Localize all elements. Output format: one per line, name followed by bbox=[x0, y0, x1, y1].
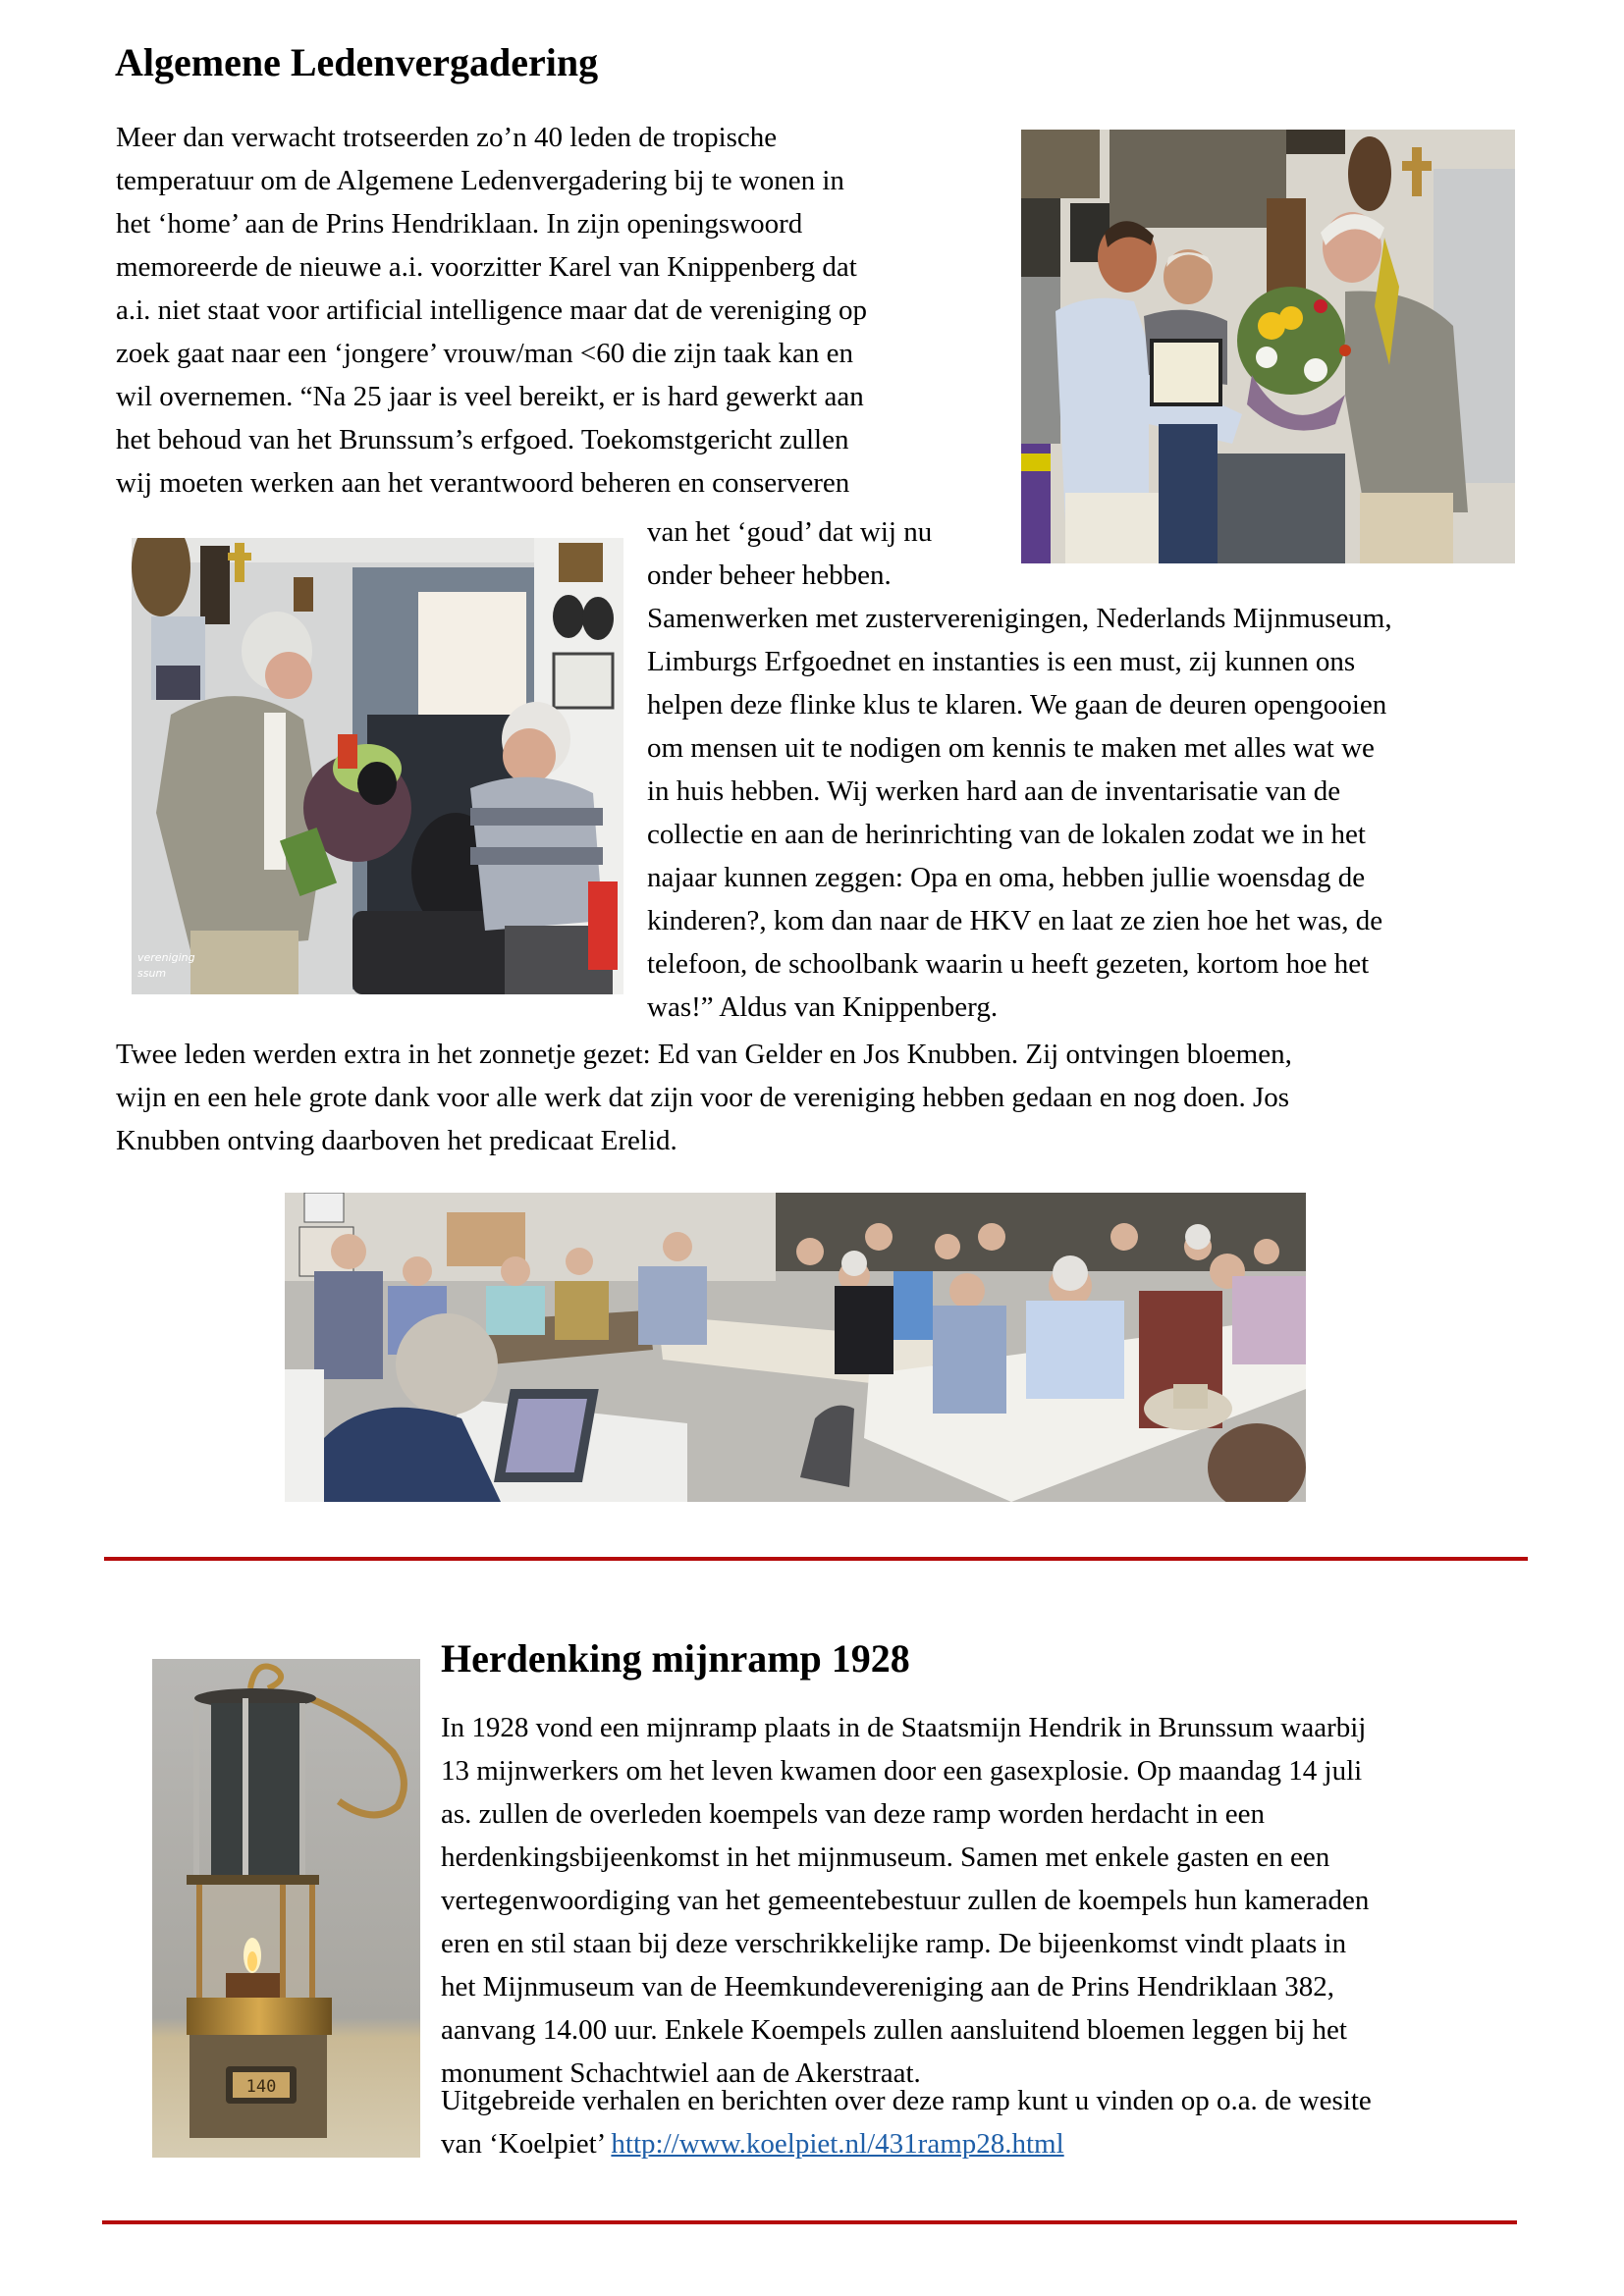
honoured-text-line: Knubben ontving daarboven het predicaat Erelid. bbox=[116, 1125, 677, 1156]
more-info-line: Uitgebreide verhalen en berichten over deze ramp kunt u vinden op o.a. de wesite bbox=[441, 2085, 1372, 2116]
more-info-paragraph bbox=[441, 2079, 1531, 2165]
intro-text-line: Limburgs Erfgoednet en instanties is een must, zij kunnen ons bbox=[647, 646, 1356, 677]
more-info-prefix: van ‘Koelpiet’ bbox=[441, 2128, 612, 2160]
section-divider bbox=[104, 1557, 1528, 1561]
honoured-text-line: wijn en een hele grote dank voor alle werk dat zijn voor de vereniging hebben gedaan en nog doen. Jos bbox=[116, 1082, 1290, 1113]
intro-text-line: het behoud van het Brunssum’s erfgoed. Toekomstgericht zullen bbox=[116, 424, 849, 455]
mijnramp-paragraph bbox=[441, 1706, 1531, 2095]
miners-lamp-photo bbox=[152, 1659, 420, 2158]
mijnramp-text-line: as. zullen de overleden koempels van deze ramp worden herdacht in een bbox=[441, 1798, 1266, 1830]
section-title-ledenvergadering: Algemene Ledenvergadering bbox=[115, 40, 599, 84]
mijnramp-text-line: vertegenwoordiging van het gemeentebestuur zullen de koempels hun kameraden bbox=[441, 1885, 1370, 1916]
intro-text-line: temperatuur om de Algemene Ledenvergadering bij te wonen in bbox=[116, 165, 844, 196]
intro-text-line: het ‘home’ aan de Prins Hendriklaan. In zijn openingswoord bbox=[116, 208, 803, 240]
seated-member-photo-illustration bbox=[132, 538, 623, 994]
intro-text-line: wij moeten werken aan het verantwoord beheren en conserveren bbox=[116, 467, 850, 499]
bottom-divider bbox=[102, 2220, 1517, 2224]
mijnramp-text-line: herdenkingsbijeenkomst in het mijnmuseum. Samen met enkele gasten en een bbox=[441, 1842, 1330, 1873]
mijnramp-text-line: aanvang 14.00 uur. Enkele Koempels zullen aansluitend bloemen leggen bij het bbox=[441, 2014, 1347, 2046]
koelpiet-link[interactable]: http://www.koelpiet.nl/431ramp28.html bbox=[611, 2128, 1064, 2160]
intro-text-line: kinderen?, kom dan naar de HKV en laat ze zien hoe het was, de bbox=[647, 905, 1383, 936]
handshake-photo bbox=[1021, 130, 1515, 563]
intro-text-line: was!” Aldus van Knippenberg. bbox=[647, 991, 999, 1023]
intro-text-line: Meer dan verwacht trotseerden zo’n 40 leden de tropische bbox=[116, 122, 778, 153]
intro-text-line: najaar kunnen zeggen: Opa en oma, hebben jullie woensdag de bbox=[647, 862, 1366, 893]
intro-text-line: wil overnemen. “Na 25 jaar is veel bereikt, er is hard gewerkt aan bbox=[116, 381, 864, 412]
intro-text-line: om mensen uit te nodigen om kennis te maken met alles wat we bbox=[647, 732, 1375, 764]
assembly-photo bbox=[285, 1193, 1306, 1502]
intro-text-line: Samenwerken met zusterverenigingen, Nederlands Mijnmuseum, bbox=[647, 603, 1392, 634]
honoured-members-paragraph bbox=[116, 1033, 1540, 1162]
intro-text-line: helpen deze flinke klus te klaren. We gaan de deuren opengooien bbox=[647, 689, 1387, 721]
intro-paragraph-continued bbox=[647, 510, 1531, 1029]
photo-watermark: vereniging ssum bbox=[137, 951, 195, 980]
handshake-photo-illustration bbox=[1021, 130, 1515, 563]
intro-text-line: zoek gaat naar een ‘jongere’ vrouw/man <60 die zijn taak kan en bbox=[116, 338, 853, 369]
mijnramp-text-line: 13 mijnwerkers om het leven kwamen door een gasexplosie. Op maandag 14 juli bbox=[441, 1755, 1363, 1787]
mijnramp-text-line: monument Schachtwiel aan de Akerstraat. bbox=[441, 2057, 921, 2089]
mijnramp-text-line: eren en stil staan bij deze verschrikkelijke ramp. De bijeenkomst vindt plaats in bbox=[441, 1928, 1347, 1959]
intro-text-line: memoreerde de nieuwe a.i. voorzitter Karel van Knippenberg dat bbox=[116, 251, 857, 283]
seated-member-photo bbox=[132, 538, 623, 994]
intro-text-line: a.i. niet staat voor artificial intelligence maar dat de vereniging op bbox=[116, 294, 867, 326]
intro-text-line: collectie en aan de herinrichting van de lokalen zodat we in het bbox=[647, 819, 1366, 850]
miners-lamp-illustration bbox=[152, 1659, 420, 2158]
lamp-number-plate: 140 bbox=[245, 2077, 277, 2097]
assembly-photo-illustration bbox=[285, 1193, 1306, 1502]
mijnramp-text-line: het Mijnmuseum van de Heemkundevereniging aan de Prins Hendriklaan 382, bbox=[441, 1971, 1335, 2002]
intro-paragraph bbox=[116, 116, 1000, 505]
intro-text-line: telefoon, de schoolbank waarin u heeft gezeten, kortom hoe het bbox=[647, 948, 1370, 980]
section-title-mijnramp: Herdenking mijnramp 1928 bbox=[441, 1636, 910, 1681]
mijnramp-text-line: In 1928 vond een mijnramp plaats in de Staatsmijn Hendrik in Brunssum waarbij bbox=[441, 1712, 1367, 1743]
intro-text-line: van het ‘goud’ dat wij nu bbox=[647, 516, 933, 548]
intro-text-line: onder beheer hebben. bbox=[647, 560, 892, 591]
honoured-text-line: Twee leden werden extra in het zonnetje gezet: Ed van Gelder en Jos Knubben. Zij ontvingen bloemen, bbox=[116, 1039, 1292, 1070]
more-info-link-line bbox=[441, 2122, 1531, 2165]
intro-text-line: in huis hebben. Wij werken hard aan de inventarisatie van de bbox=[647, 775, 1341, 807]
